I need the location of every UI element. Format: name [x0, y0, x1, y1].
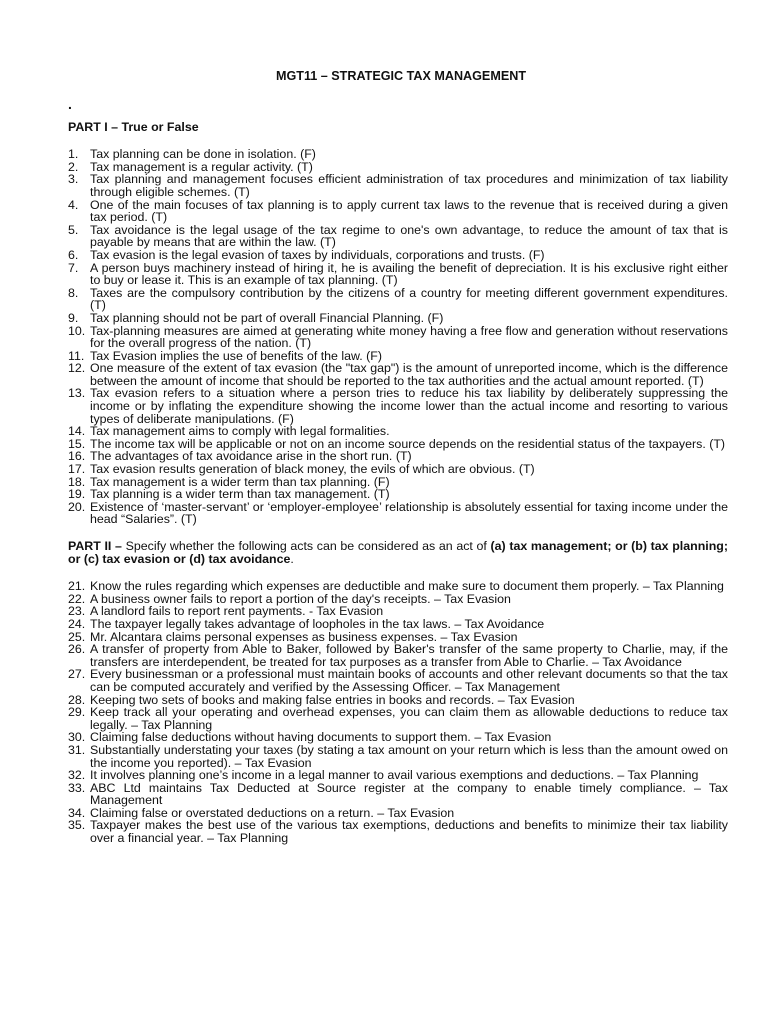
item-number: 28.: [68, 692, 86, 707]
item-text: A person buys machinery instead of hiring it, he is availing the benefit of depreciation. It is his exclusive right either to buy or lease it. This is an example of tax planning. (T): [90, 260, 728, 288]
item-text: Tax planning can be done in isolation. (F): [90, 147, 316, 162]
list-item: [68, 262, 728, 287]
item-number: 20.: [68, 499, 86, 514]
item-text: Mr. Alcantara claims personal expenses as business expenses. – Tax Evasion: [90, 629, 518, 644]
item-text: Claiming false deductions without having documents to support them. – Tax Evasion: [90, 730, 552, 745]
item-text: Every businessman or a professional must maintain books of accounts and other relevant documents so that the tax can be computed accurately and verified by the Assessing Officer. – Tax Management: [90, 667, 728, 694]
part2-list: [68, 580, 728, 844]
item-number: 21.: [68, 579, 86, 594]
item-number: 26.: [68, 642, 86, 657]
item-text: Tax management is a regular activity. (T): [90, 159, 313, 174]
item-number: 27.: [68, 667, 86, 682]
list-item: [68, 819, 728, 844]
list-item: [68, 387, 728, 425]
item-number: 22.: [68, 591, 86, 606]
item-text: The advantages of tax avoidance arise in the short run. (T): [90, 449, 412, 464]
item-number: 16.: [68, 449, 86, 464]
part2-intro: [68, 540, 728, 565]
list-item: [68, 362, 728, 387]
part2-end: .: [290, 551, 294, 566]
item-number: 8.: [68, 285, 79, 300]
item-text: Keep track all your operating and overhead expenses, you can claim them as allowable deductions to reduce tax legally. – Tax Planning: [90, 705, 728, 732]
item-number: 1.: [68, 147, 79, 162]
item-text: The taxpayer legally takes advantage of loopholes in the tax laws. – Tax Avoidance: [90, 616, 545, 631]
item-text: A landlord fails to report rent payments. - Tax Evasion: [90, 604, 384, 619]
item-number: 31.: [68, 742, 86, 757]
item-number: 25.: [68, 629, 86, 644]
item-number: 23.: [68, 604, 86, 619]
part2-options: (a) tax management; or (b) tax planning; or (c) tax evasion or (d) tax avoidance: [68, 539, 728, 566]
item-text: ABC Ltd maintains Tax Deducted at Source register at the company to enable timely compliance. – Tax Management: [90, 780, 728, 808]
item-number: 24.: [68, 616, 86, 631]
list-item: [68, 643, 728, 668]
item-number: 5.: [68, 222, 79, 237]
item-text: A business owner fails to report a portion of the day's receipts. – Tax Evasion: [90, 591, 511, 606]
item-text: The income tax will be applicable or not on an income source depends on the residential status of the taxpayers. (T): [90, 436, 726, 451]
item-number: 19.: [68, 487, 86, 502]
item-text: Tax management aims to comply with legal formalities.: [90, 424, 390, 439]
list-item: [68, 668, 728, 693]
item-text: Taxpayer makes the best use of the various tax exemptions, deductions and benefits to minimize their tax liability over a financial year. – Tax Planning: [90, 818, 728, 846]
part1-list: [68, 148, 728, 526]
item-number: 7.: [68, 260, 79, 275]
item-number: 3.: [68, 172, 79, 187]
item-text: Tax planning is a wider term than tax management. (T): [90, 487, 390, 502]
item-number: 30.: [68, 730, 86, 745]
list-item: [68, 199, 728, 224]
item-number: 33.: [68, 780, 86, 795]
list-item: [68, 706, 728, 731]
list-item: [68, 173, 728, 198]
stray-bullet: .: [68, 95, 72, 112]
item-number: 9.: [68, 310, 79, 325]
item-number: 32.: [68, 768, 86, 783]
item-number: 12.: [68, 361, 86, 376]
list-item: [68, 744, 728, 769]
item-text: Tax avoidance is the legal usage of the tax regime to one's own advantage, to reduce the amount of tax that is payable by means that are within the law. (T): [90, 222, 728, 250]
part2-instruction: Specify whether the following acts can be considered as an act of: [121, 539, 491, 553]
item-text: Tax evasion results generation of black money, the evils of which are obvious. (T): [90, 462, 535, 477]
item-text: Tax evasion is the legal evasion of taxes by individuals, corporations and trusts. (F): [90, 247, 545, 262]
item-number: 4.: [68, 197, 79, 212]
item-number: 13.: [68, 386, 86, 401]
item-text: Tax planning should not be part of overall Financial Planning. (F): [90, 310, 444, 325]
item-text: Claiming false or overstated deductions on a return. – Tax Evasion: [90, 805, 455, 820]
item-number: 17.: [68, 462, 86, 477]
item-text: Tax planning and management focuses efficient administration of tax procedures and minimization of tax liability through eligible schemes. (T): [90, 172, 728, 199]
list-item: [68, 224, 728, 249]
list-item: [68, 501, 728, 526]
item-number: 14.: [68, 424, 86, 439]
list-item: [68, 287, 728, 312]
item-text: Keeping two sets of books and making false entries in books and records. – Tax Evasion: [90, 692, 575, 707]
list-item: [68, 325, 728, 350]
item-text: Substantially understating your taxes (by stating a tax amount on your return which is less than the amount owed on the income you reported). – Tax Evasion: [90, 742, 728, 770]
item-text: It involves planning one’s income in a legal manner to avail various exemptions and deductions. – Tax Planning: [90, 768, 699, 783]
page-title: MGT11 – STRATEGIC TAX MANAGEMENT: [275, 69, 527, 83]
item-text: One of the main focuses of tax planning is to apply current tax laws to the revenue that is received during a given tax period. (T): [90, 197, 728, 225]
item-number: 15.: [68, 436, 86, 451]
item-text: Tax-planning measures are aimed at generating white money having a free flow and generation without reservations for the overall progress of the nation. (T): [90, 323, 728, 351]
item-text: Tax Evasion implies the use of benefits of the law. (F): [90, 348, 383, 363]
item-text: A transfer of property from Able to Baker, followed by Baker's transfer of the same property to Charlie, may, if the transfers are interdependent, be treated for tax purposes as a transfer from Able to Charlie. – Tax Avoidance: [90, 642, 728, 669]
item-number: 18.: [68, 474, 86, 489]
item-number: 35.: [68, 818, 86, 833]
list-item: [68, 782, 728, 807]
part2-heading: PART II –: [68, 539, 122, 553]
item-number: 29.: [68, 705, 86, 720]
item-number: 2.: [68, 159, 79, 174]
item-text: Tax management is a wider term than tax planning. (F): [90, 474, 390, 489]
part1-heading: PART I – True or False: [68, 119, 199, 134]
item-number: 10.: [68, 323, 86, 338]
item-text: Existence of ‘master-servant’ or ‘employer-employee’ relationship is absolutely essential for taxing income under the head “Salaries”. (T): [90, 499, 728, 527]
item-number: 11.: [68, 348, 85, 363]
item-number: 6.: [68, 247, 79, 262]
item-number: 34.: [68, 805, 86, 820]
item-text: Taxes are the compulsory contribution by the citizens of a country for meeting different government expenditures. (T): [90, 285, 728, 313]
item-text: One measure of the extent of tax evasion (the "tax gap") is the amount of unreported income, which is the difference between the amount of income that should be reported to the tax authorities and the actual amount reported. (T): [90, 361, 728, 388]
item-text: Know the rules regarding which expenses are deductible and make sure to document them properly. – Tax Planning: [90, 579, 724, 594]
item-text: Tax evasion refers to a situation where a person tries to reduce his tax liability by deliberately suppressing the income or by inflating the expenditure showing the income lower than the actual income and resorting to various types of deliberate manipulations. (F): [90, 386, 728, 426]
